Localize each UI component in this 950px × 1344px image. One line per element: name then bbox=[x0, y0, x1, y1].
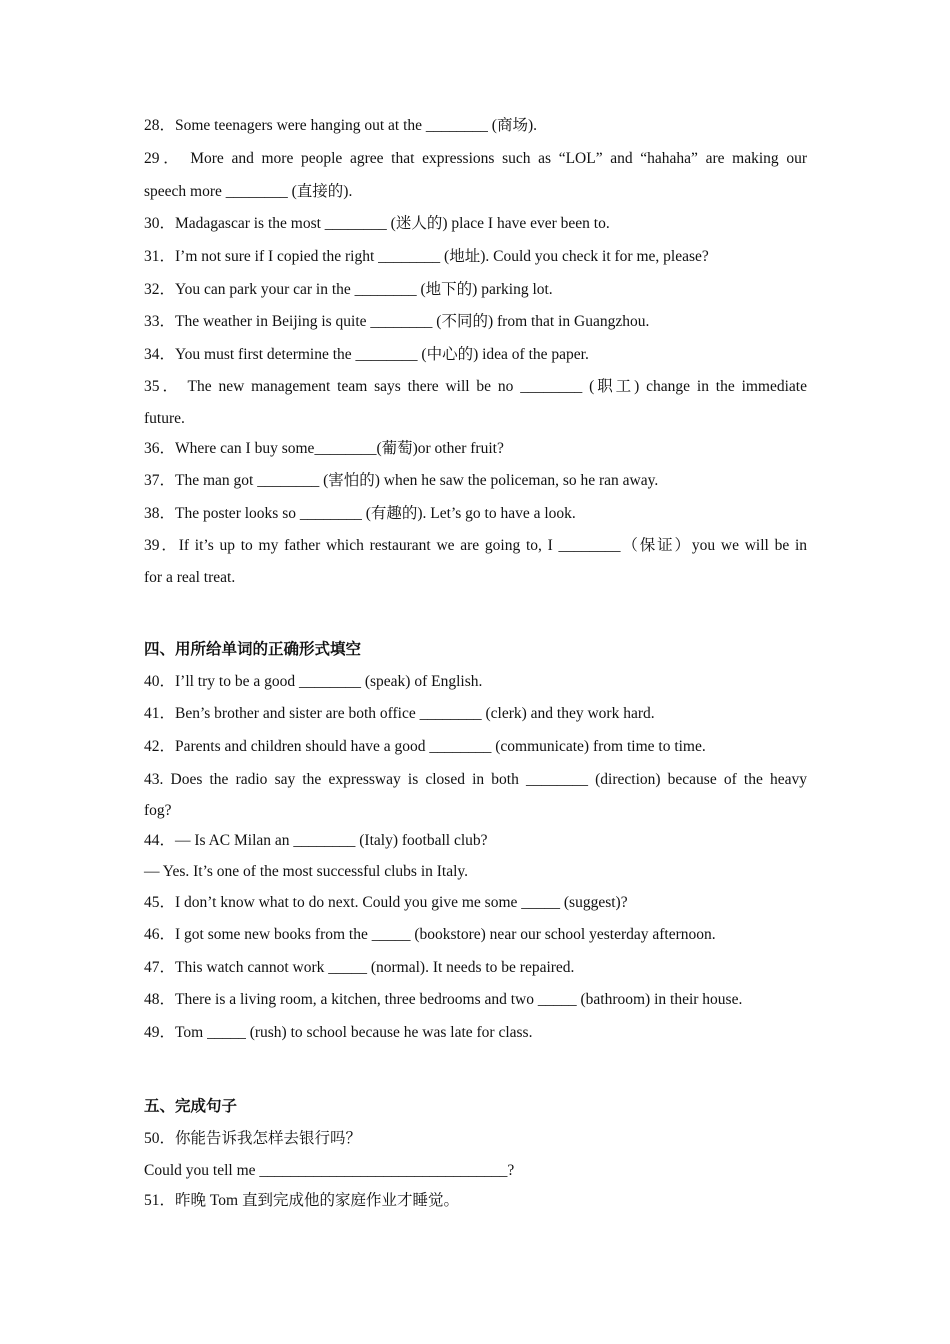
question-29-line-1: 29． More and more people agree that expressions such as “LOL” and “hahaha” are making our bbox=[144, 150, 807, 167]
section-5-heading: 五、完成句子 bbox=[144, 1097, 238, 1115]
question-31: 31．I’m not sure if I copied the right ________ (地址). Could you check it for me, please? bbox=[144, 248, 709, 265]
question-47: 47．This watch cannot work _____ (normal). It needs to be repaired. bbox=[144, 959, 575, 976]
question-39-line-1: 39．If it’s up to my father which restaurant we are going to, I ________（保证）you we will be in bbox=[144, 537, 807, 554]
question-41: 41．Ben’s brother and sister are both office ________ (clerk) and they work hard. bbox=[144, 705, 655, 722]
question-43-line-2: fog? bbox=[144, 802, 172, 819]
question-29-line-2: speech more ________ (直接的). bbox=[144, 183, 353, 200]
question-37: 37．The man got ________ (害怕的) when he saw the policeman, so he ran away. bbox=[144, 472, 659, 489]
section-4-heading: 四、用所给单词的正确形式填空 bbox=[144, 640, 362, 658]
question-42: 42．Parents and children should have a good ________ (communicate) from time to time. bbox=[144, 738, 706, 755]
question-43-line-1: 43. Does the radio say the expressway is closed in both ________ (direction) because of the heavy bbox=[144, 771, 807, 788]
question-34: 34．You must first determine the ________ (中心的) idea of the paper. bbox=[144, 346, 589, 363]
question-51: 51．昨晚 Tom 直到完成他的家庭作业才睡觉。 bbox=[144, 1192, 459, 1209]
question-39-line-2: for a real treat. bbox=[144, 569, 236, 586]
question-44-line-1: 44．— Is AC Milan an ________ (Italy) football club? bbox=[144, 832, 488, 849]
question-32: 32．You can park your car in the ________ (地下的) parking lot. bbox=[144, 281, 553, 298]
question-49: 49．Tom _____ (rush) to school because he was late for class. bbox=[144, 1024, 533, 1041]
question-36: 36．Where can I buy some________(葡萄)or other fruit? bbox=[144, 440, 504, 457]
question-44-line-2: — Yes. It’s one of the most successful clubs in Italy. bbox=[144, 863, 469, 880]
question-35-line-2: future. bbox=[144, 410, 185, 427]
question-33: 33．The weather in Beijing is quite ________ (不同的) from that in Guangzhou. bbox=[144, 313, 650, 330]
question-48: 48．There is a living room, a kitchen, three bedrooms and two _____ (bathroom) in their house. bbox=[144, 991, 743, 1008]
question-50-answer-line: Could you tell me ________________________________? bbox=[144, 1162, 515, 1179]
question-30: 30．Madagascar is the most ________ (迷人的) place I have ever been to. bbox=[144, 215, 610, 232]
question-40: 40．I’ll try to be a good ________ (speak) of English. bbox=[144, 673, 483, 690]
question-50: 50．你能告诉我怎样去银行吗？ bbox=[144, 1130, 362, 1147]
question-46: 46．I got some new books from the _____ (bookstore) near our school yesterday afternoon. bbox=[144, 926, 716, 943]
question-35-line-1: 35． The new management team says there will be no ________ (职工) change in the immediate bbox=[144, 378, 807, 395]
question-38: 38．The poster looks so ________ (有趣的). Let’s go to have a look. bbox=[144, 505, 576, 522]
question-45: 45．I don’t know what to do next. Could you give me some _____ (suggest)? bbox=[144, 894, 628, 911]
question-28: 28．Some teenagers were hanging out at the ________ (商场). bbox=[144, 117, 538, 134]
